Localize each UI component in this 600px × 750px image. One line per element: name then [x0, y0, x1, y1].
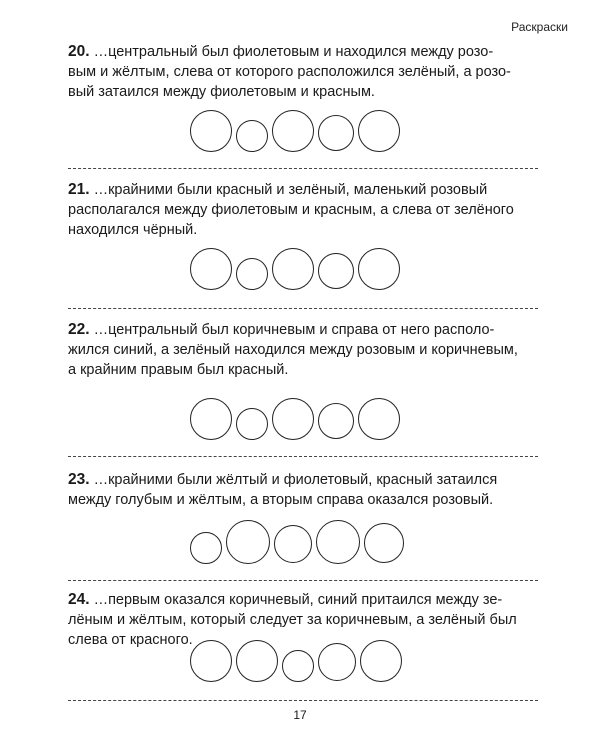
circle-outline[interactable] [318, 253, 354, 289]
task-23 [68, 470, 536, 510]
circle-row-20 [190, 110, 390, 170]
task-line: располагался между фиолетовым и красным, а слева от зелёного [68, 202, 514, 218]
circle-outline[interactable] [272, 248, 314, 290]
divider [68, 308, 538, 309]
task-line: а крайним правым был красный. [68, 362, 289, 378]
task-20 [68, 42, 536, 102]
task-line: 20. …центральный был фиолетовым и находился между розо- [68, 43, 494, 60]
circle-outline[interactable] [190, 532, 222, 564]
circle-row-21 [190, 248, 390, 308]
circle-outline[interactable] [318, 643, 356, 681]
task-line: лёным и жёлтым, который следует за коричневым, а зелёный был [68, 612, 517, 628]
circle-outline[interactable] [272, 110, 314, 152]
circle-row-23 [190, 520, 405, 580]
circle-outline[interactable] [226, 520, 270, 564]
circle-outline[interactable] [236, 258, 268, 290]
circle-outline[interactable] [318, 403, 354, 439]
task-line: между голубым и жёлтым, а вторым справа оказался розовый. [68, 492, 494, 508]
divider [68, 168, 538, 169]
circle-outline[interactable] [316, 520, 360, 564]
task-number: 23. [68, 471, 90, 488]
task-number: 22. [68, 321, 90, 338]
circle-outline[interactable] [236, 408, 268, 440]
divider [68, 456, 538, 457]
task-line: 21. …крайними были красный и зелёный, маленький розовый [68, 181, 488, 198]
circle-outline[interactable] [190, 110, 232, 152]
task-line: 22. …центральный был коричневым и справа от него располо- [68, 321, 495, 338]
task-line: вым и жёлтым, слева от которого расположился зелёный, а розо- [68, 64, 511, 80]
circle-outline[interactable] [236, 640, 278, 682]
circle-outline[interactable] [272, 398, 314, 440]
task-21 [68, 180, 536, 240]
task-number: 24. [68, 591, 90, 608]
circle-outline[interactable] [190, 398, 232, 440]
circle-outline[interactable] [236, 120, 268, 152]
circle-outline[interactable] [358, 248, 400, 290]
task-line: находился чёрный. [68, 222, 198, 238]
task-line: 24. …первым оказался коричневый, синий притаился между зе- [68, 591, 503, 608]
task-number: 20. [68, 43, 90, 60]
task-22 [68, 320, 536, 380]
circle-outline[interactable] [274, 525, 312, 563]
page-number: 17 [293, 708, 307, 722]
circle-row-22 [190, 398, 390, 458]
task-number: 21. [68, 181, 90, 198]
divider [68, 580, 538, 581]
circle-outline[interactable] [190, 248, 232, 290]
circle-outline[interactable] [364, 523, 404, 563]
divider [68, 700, 538, 701]
circle-outline[interactable] [318, 115, 354, 151]
circle-row-24 [190, 640, 400, 700]
section-header: Раскраски [511, 20, 568, 34]
circle-outline[interactable] [190, 640, 232, 682]
task-line: вый затаился между фиолетовым и красным. [68, 84, 375, 100]
circle-outline[interactable] [358, 398, 400, 440]
task-line: 23. …крайними были жёлтый и фиолетовый, красный затаился [68, 471, 498, 488]
task-line: жился синий, а зелёный находился между розовым и коричневым, [68, 342, 518, 358]
circle-outline[interactable] [360, 640, 402, 682]
task-line: слева от красного. [68, 632, 193, 648]
circle-outline[interactable] [358, 110, 400, 152]
circle-outline[interactable] [282, 650, 314, 682]
